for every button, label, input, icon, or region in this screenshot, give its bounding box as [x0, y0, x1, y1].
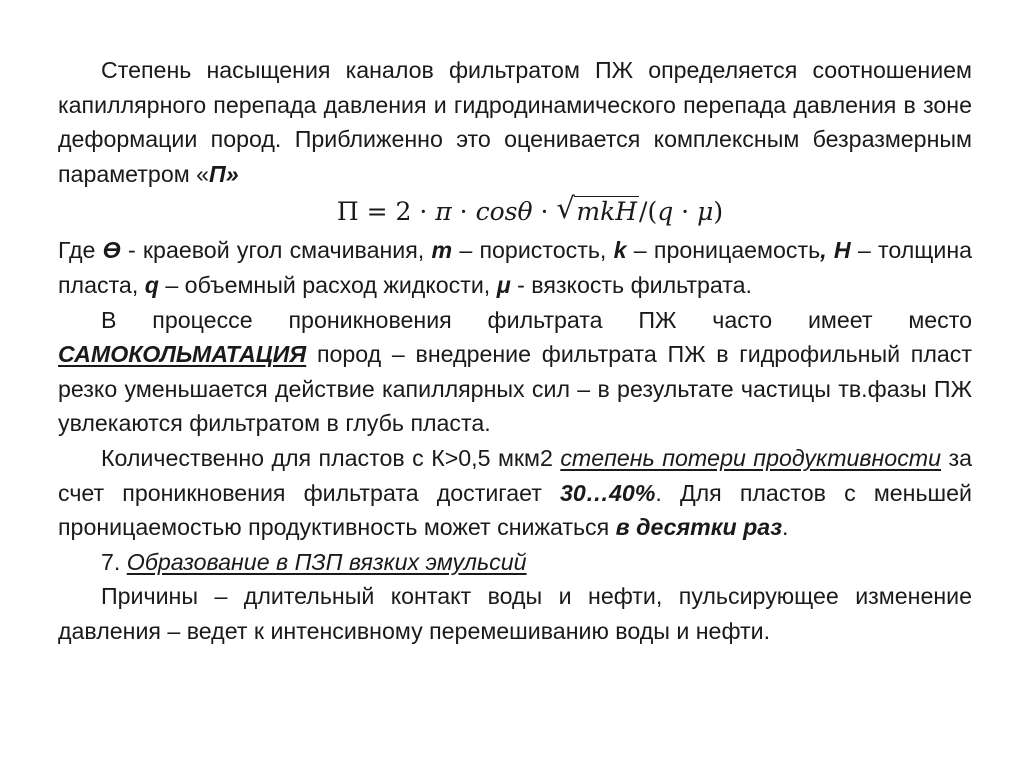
text: – объемный расход жидкости,	[158, 271, 497, 298]
formula-sqrt	[556, 191, 639, 233]
text: – толщина пласта,	[58, 237, 973, 298]
document-page	[58, 53, 972, 649]
formula-pi: π	[435, 197, 452, 227]
variable-theta: Ө	[102, 237, 121, 264]
paragraph-reasons	[58, 579, 972, 648]
text: - краевой угол смачивания,	[120, 237, 432, 264]
sqrt-sign: √	[556, 191, 575, 226]
text: .	[782, 514, 789, 541]
variable-q: q	[144, 271, 159, 298]
paragraph-saturation	[58, 53, 972, 191]
formula-equals: = 2 ·	[358, 197, 436, 227]
underlined-phrase: степень потери продуктивности	[560, 444, 941, 471]
percentage-value: 30…40%	[560, 479, 656, 506]
variable-m: m	[431, 237, 453, 264]
variable-mu: μ	[496, 271, 511, 298]
text: – проницаемость	[626, 237, 821, 264]
formula-dot: ·	[451, 197, 476, 227]
variable-h: , H	[820, 237, 851, 264]
emphasis-phrase: в десятки раз	[615, 514, 783, 541]
text: за счет проникновения фильтрата достигает	[58, 444, 972, 506]
text: - вязкость фильтрата.	[510, 271, 753, 298]
text: . Для пластов с меньшей проницаемостью продуктивность может снижаться	[58, 479, 972, 541]
formula	[58, 191, 972, 233]
section-number: 7.	[101, 548, 127, 575]
variable-k: k	[613, 237, 627, 264]
sqrt-radicand: mkH	[576, 197, 638, 227]
section-title: Образование в ПЗП вязких эмульсий	[126, 548, 527, 575]
paragraph-variables	[58, 233, 972, 302]
section-heading	[58, 545, 972, 580]
formula-lhs: Π	[336, 197, 359, 227]
paragraph-text: Причины – длительный контакт воды и нефти, пульсирующее изменение давления – ведет к интенсивному перемешиванию воды и нефти.	[58, 583, 972, 644]
paragraph-productivity	[58, 441, 972, 545]
formula-cos: cosθ	[475, 197, 533, 227]
formula-dot: ·	[673, 197, 698, 227]
text: Количественно для пластов с К>0,5 мкм2	[101, 444, 561, 471]
text: пород – внедрение фильтрата ПЖ в гидрофильный пласт резко уменьшается действие капиллярных сил – в результате частицы тв.фазы ПЖ увлекаются фильтратом в глубь пласта.	[58, 341, 972, 437]
paragraph-text: Степень насыщения каналов фильтратом ПЖ определяется соотношением капиллярного перепада давления и гидродинамического перепада давления в зоне деформации пород. Приближенно это оценивается комплексным безразмерным параметром «	[58, 57, 972, 187]
formula-close-paren: )	[713, 197, 724, 227]
parameter-symbol: П»	[209, 160, 239, 187]
text: В процессе проникновения фильтрата ПЖ часто имеет место	[101, 306, 972, 333]
formula-dot: ·	[532, 197, 557, 227]
formula-divide: /(	[639, 197, 658, 227]
paragraph-selfcolmatation	[58, 303, 972, 441]
text: – пористость,	[452, 237, 614, 264]
text: Где	[58, 237, 103, 264]
formula-q: q	[657, 197, 674, 227]
emphasis-term: САМОКОЛЬМАТАЦИЯ	[58, 341, 307, 368]
formula-mu: μ	[697, 197, 714, 227]
